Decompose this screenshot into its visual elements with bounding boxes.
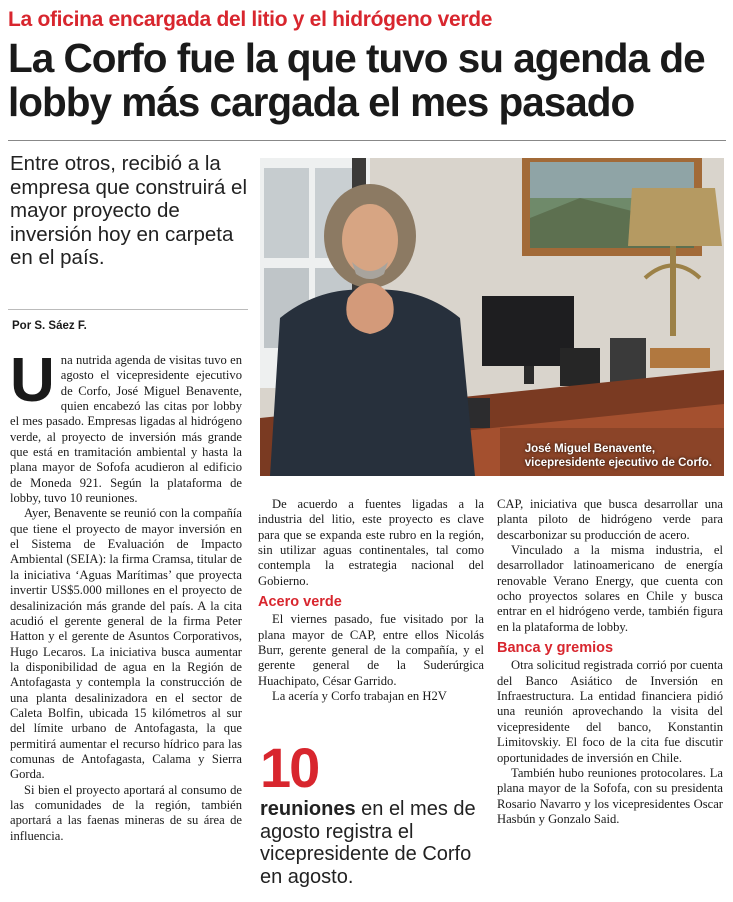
photo-caption [525, 442, 712, 470]
photo-caption-line-1: José Miguel Benavente, [524, 443, 656, 455]
stat-text [260, 798, 484, 888]
article-column-3 [497, 497, 723, 827]
paragraph: De acuerdo a fuentes ligadas a la industria del litio, este proyecto es clave para que se expanda este rubro en la región, sin utilizar aguas continentales, tal como contempla la estrategia nacional del Gobierno. [258, 497, 484, 588]
paragraph: Otra solicitud registrada corrió por cuenta del Banco Asiático de Inversión en Infraestructura. La entidad financiera pidió una reunión aprovechando la visita del vicepresidente del banco, Konstantin Limitovskiy. El foco de la cita fue discutir oportunidades de inversión en Chile. [497, 658, 723, 765]
paragraph: CAP, iniciativa que busca desarrollar una planta piloto de hidrógeno verde para descarbonizar su producción de acero. [497, 497, 723, 542]
drop-cap: U [10, 346, 55, 415]
headline: La Corfo fue la que tuvo su agenda de lobby más cargada el mes pasado [8, 35, 705, 125]
article-column-1 [10, 346, 242, 844]
paragraph: La acería y Corfo trabajan en H2V [272, 689, 447, 704]
kicker: La oficina encargada del litio y el hidrógeno verde [8, 8, 493, 31]
deck-rule [8, 309, 248, 310]
paragraph-text: na nutrida agenda de visitas tuvo en agosto el vicepresidente ejecutivo de Corfo, José Miguel Benavente, quien encabezó las citas por lobby el mes pasado. Empresas ligadas al hidrógeno verde, al proyecto de inversión más grande que está en tramitación ambiental y hasta la plana mayor de Sofofa acudieron al edificio de Moneda 921. Según la plataforma de lobby, tuvo 10 reuniones. [10, 353, 242, 506]
paragraph: Vinculado a la misma industria, el desarrollador latinoamericano de energía renovable Verano Energy, que cuenta con ocho proyectos solares en Chile y busca entrar en el hidrógeno verde, también figura en la plataforma de lobby. [497, 543, 723, 634]
stat-number: 10 [260, 736, 319, 799]
stat-bold: reuniones [260, 798, 356, 820]
headline-rule [8, 140, 726, 141]
subhead-banca-y-gremios: Banca y gremios [497, 640, 614, 657]
subhead-acero-verde: Acero verde [258, 594, 342, 611]
byline: Por S. Sáez F. [12, 320, 87, 332]
stat-rest: en el mes de agosto registra el vicepresidente de Corfo en agosto. [260, 798, 476, 888]
stat-callout [260, 736, 484, 888]
photo-caption-line-2: vicepresidente ejecutivo de Corfo. [524, 457, 712, 469]
deck: Entre otros, recibió a la empresa que construirá el mayor proyecto de inversión hoy en carpeta en el país. [10, 152, 248, 269]
paragraph [10, 346, 242, 506]
article-photo [260, 158, 724, 476]
photo-illustration [260, 158, 724, 476]
paragraph: También hubo reuniones protocolares. La plana mayor de la Sofofa, con su presidenta Rosario Navarro y los vicepresidentes Oscar Hasbún y Gonzalo Said. [497, 765, 723, 826]
paragraph: El viernes pasado, fue visitado por la plana mayor de CAP, entre ellos Nicolás Burr, gerente general de la compañía, y el gerente general de la Suderúrgica Huachipato, César Garrido. [258, 612, 484, 688]
paragraph: Si bien el proyecto aportará al consumo de las comunidades de la región, también aportará a las faenas mineras de su área de influencia. [10, 782, 242, 843]
paragraph: Ayer, Benavente se reunió con la compañía que tiene el proyecto de mayor inversión en el Sistema de Evaluación de Impacto Ambiental (SEIA): la firma Cramsa, titular de la iniciativa ‘Aguas Marítimas’ que proyecta invertir US$5.000 millones en el proyecto de desalinización más grande del país. A la cita acudió el gerente general de la firma Peter Hatton y el gerente de Asuntos Corporativos, Hugo Lecaros. La iniciativa busca aumentar la disponibilidad de agua en la Región de Antofagasta y contempla la construcción de una planta desalinizadora en el sector de Caleta Bolfin, ubicada 15 kilómetros al sur del límite urbano de Antofagasta, la que permitirá aumentar el recurso hídrico para las comunas de Antofagasta, Calama y Sierra Gorda. [10, 506, 242, 782]
article-column-2 [258, 497, 484, 704]
